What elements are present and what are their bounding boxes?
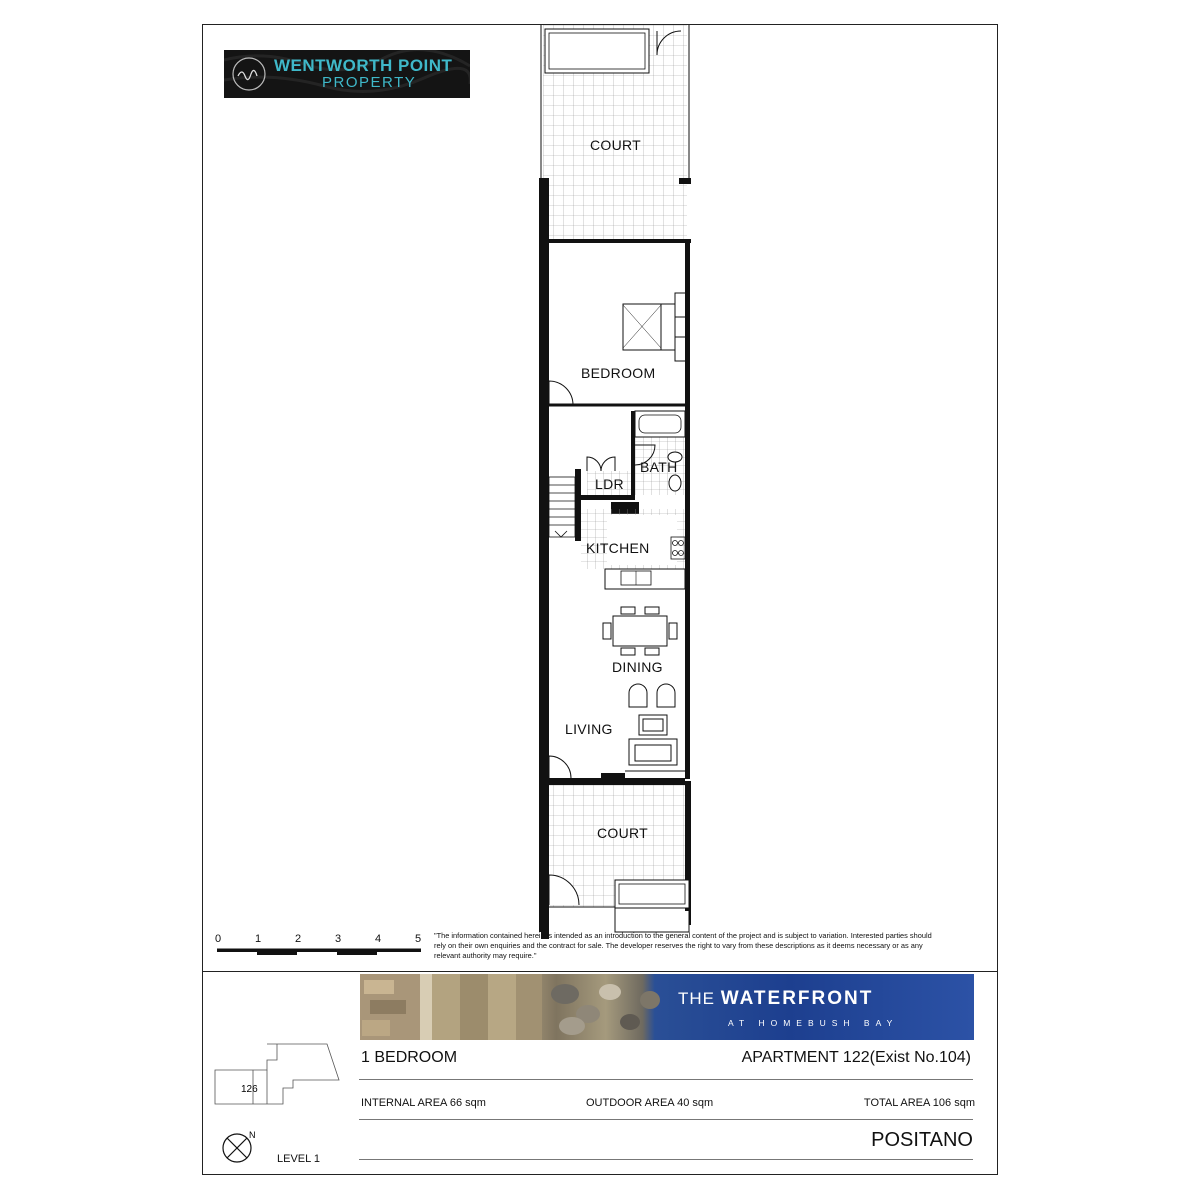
key-plan-unit-label: 126 bbox=[241, 1084, 258, 1095]
logo-subtitle: PROPERTY bbox=[322, 74, 417, 91]
scale-label: 3 bbox=[335, 933, 342, 945]
planter-box bbox=[545, 29, 649, 73]
scale-label: 2 bbox=[295, 933, 302, 945]
info-divider bbox=[359, 1159, 973, 1160]
living-furniture bbox=[629, 684, 677, 765]
plan-sheet bbox=[202, 24, 998, 1175]
floor-plan bbox=[203, 25, 999, 971]
banner-subtitle: AT HOMEBUSH BAY bbox=[728, 1018, 899, 1028]
room-label-bath: BATH bbox=[640, 459, 678, 475]
bedroom-count: 1 BEDROOM bbox=[361, 1049, 458, 1066]
logo-title: WENTWORTH POINT bbox=[274, 56, 453, 75]
info-divider bbox=[359, 1079, 973, 1080]
banner-title-main: WATERFRONT bbox=[720, 988, 874, 1009]
armchair-icon bbox=[629, 684, 647, 707]
dining-table-icon bbox=[603, 607, 677, 655]
banner-title bbox=[678, 988, 873, 1010]
total-area: TOTAL AREA 106 sqm bbox=[863, 1097, 975, 1109]
room-label-living: LIVING bbox=[565, 721, 613, 737]
building-name: POSITANO bbox=[871, 1129, 973, 1151]
bathroom bbox=[631, 411, 685, 497]
room-label-dining: DINING bbox=[612, 659, 663, 675]
footer-divider bbox=[203, 971, 997, 972]
level-label: LEVEL 1 bbox=[277, 1153, 321, 1165]
toilet-icon bbox=[669, 475, 681, 491]
room-label-bedroom: BEDROOM bbox=[581, 365, 656, 381]
room-label-court-top: COURT bbox=[590, 137, 642, 153]
north-label: N bbox=[249, 1130, 256, 1140]
disclaimer-text: "The information contained herein is intended as an introduction to the general content of the project and is subject to variation. Interested parties should rely on their own enquiries and the contract for sale. The developer reserves the right to vary from these descriptions as it deems necessary or as any relevant authority may require." bbox=[434, 931, 932, 960]
room-label-court-bottom: COURT bbox=[597, 825, 649, 841]
waterfront-banner bbox=[360, 974, 974, 1040]
key-plan bbox=[211, 1040, 341, 1110]
scale-label: 1 bbox=[255, 933, 262, 945]
internal-area: INTERNAL AREA 66 sqm bbox=[361, 1097, 486, 1109]
scale-label: 0 bbox=[215, 933, 222, 945]
kitchen-island bbox=[605, 569, 685, 589]
scale-bar-graphic bbox=[215, 947, 427, 959]
scale-label: 4 bbox=[375, 933, 382, 945]
info-divider bbox=[359, 1119, 973, 1120]
scale-bar bbox=[215, 933, 425, 963]
staircase bbox=[549, 477, 575, 537]
banner-title-the: THE bbox=[678, 989, 715, 1008]
armchair-icon bbox=[657, 684, 675, 707]
bedroom bbox=[549, 243, 687, 407]
outdoor-area: OUTDOOR AREA 40 sqm bbox=[586, 1097, 714, 1109]
apartment-number: APARTMENT 122(Exist No.104) bbox=[741, 1049, 971, 1066]
room-label-ldr: LDR bbox=[595, 476, 624, 492]
scale-label: 5 bbox=[415, 933, 422, 945]
court-bottom bbox=[541, 781, 691, 932]
room-label-kitchen: KITCHEN bbox=[586, 540, 650, 556]
stone-texture-graphic bbox=[360, 974, 660, 1040]
north-arrow-icon bbox=[219, 1126, 263, 1170]
court-top bbox=[541, 25, 689, 239]
